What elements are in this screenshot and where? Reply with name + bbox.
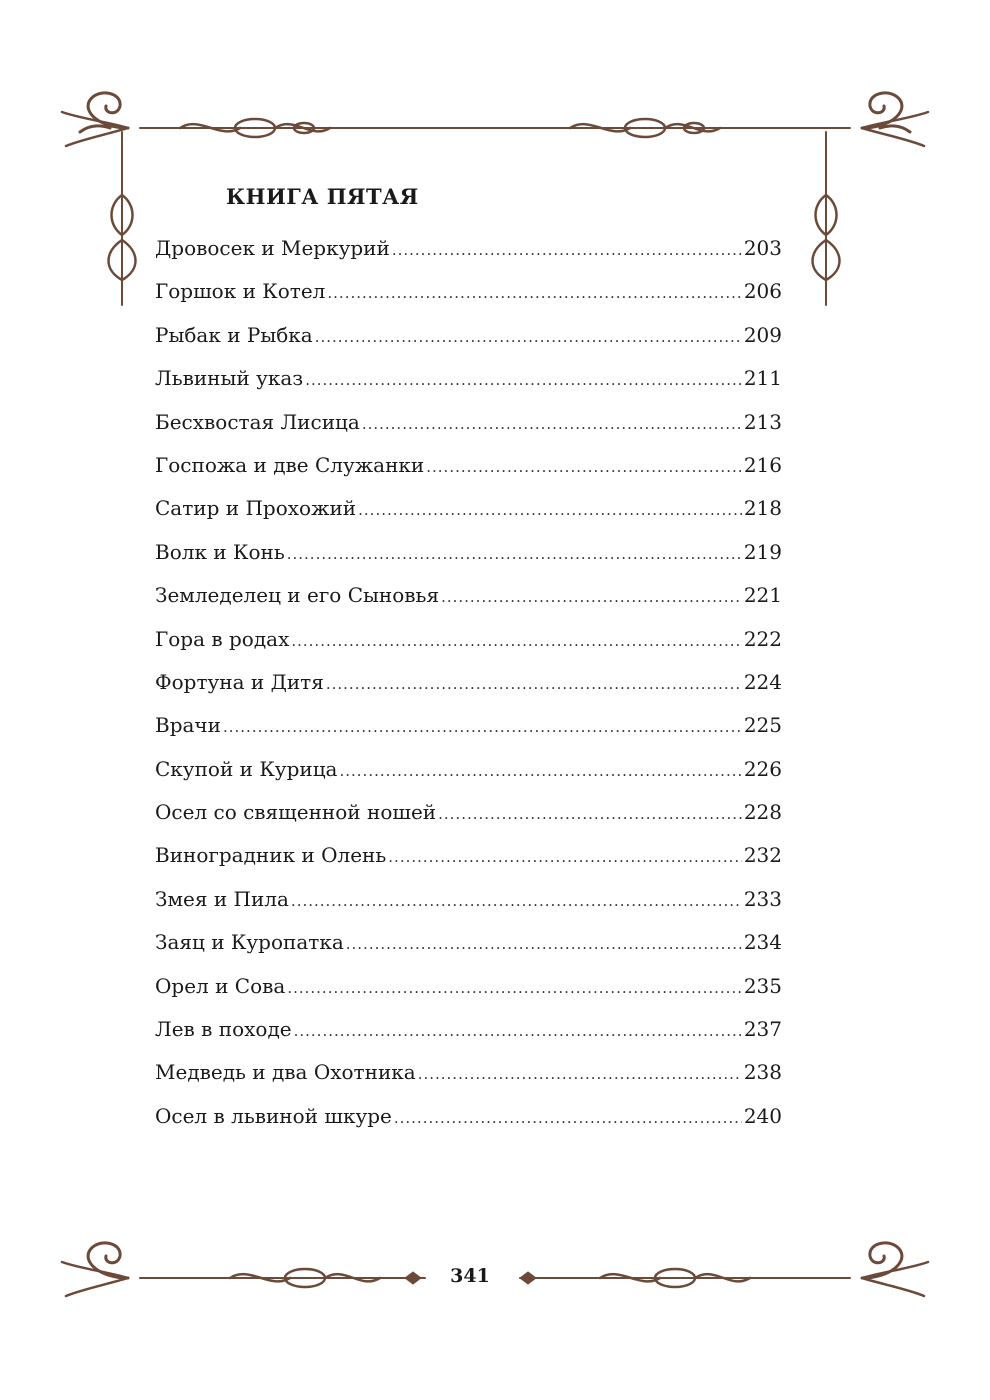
toc-entry-title: Виноградник и Олень <box>155 843 387 868</box>
toc-entry-page: 225 <box>743 713 782 738</box>
toc-entry-page: 219 <box>743 539 782 564</box>
toc-leader-dots <box>315 319 742 355</box>
toc-entry-title: Бесхвостая Лисица <box>155 409 360 434</box>
page-number: 341 <box>450 1265 490 1287</box>
toc-entry-page: 221 <box>743 583 782 608</box>
toc-entry-title: Гора в родах <box>155 626 290 651</box>
toc-entry-page: 238 <box>743 1060 782 1085</box>
toc-entry-page: 226 <box>743 756 782 781</box>
toc-entry-title: Львиный указ <box>155 366 304 391</box>
bottom-diamond-left <box>405 1272 421 1284</box>
toc-entry-title: Врачи <box>155 713 221 738</box>
toc-leader-dots <box>394 1100 742 1136</box>
toc-entry <box>155 404 782 447</box>
toc-entry-page: 224 <box>743 669 782 694</box>
toc-entry-title: Змея и Пила <box>155 886 289 911</box>
toc-leader-dots <box>346 926 742 962</box>
toc-leader-dots <box>223 709 742 745</box>
toc-leader-dots <box>326 666 742 702</box>
toc-entry-title: Скупой и Курица <box>155 756 338 781</box>
toc-entry-page: 209 <box>743 322 782 347</box>
toc-entry-page: 218 <box>743 496 782 521</box>
toc-entry <box>155 621 782 664</box>
toc-entry <box>155 924 782 967</box>
toc-leader-dots <box>426 449 742 485</box>
toc-entry-page: 211 <box>743 366 782 391</box>
toc-leader-dots <box>294 1013 742 1049</box>
toc-entry <box>155 534 782 577</box>
top-right-scroll-ornament <box>862 93 928 146</box>
toc-leader-dots <box>388 839 742 875</box>
toc-entry-title: Лев в походе <box>155 1017 292 1042</box>
toc-entry-page: 233 <box>743 886 782 911</box>
toc-entry-page: 228 <box>743 800 782 825</box>
toc-entry-title: Осел в львиной шкуре <box>155 1103 392 1128</box>
bottom-left-scroll-ornament <box>62 1243 128 1296</box>
toc-entry-title: Медведь и два Охотника <box>155 1060 416 1085</box>
table-of-contents <box>155 230 782 1141</box>
toc-leader-dots <box>291 623 741 659</box>
top-left-scroll-ornament <box>62 93 128 146</box>
toc-entry <box>155 707 782 750</box>
toc-entry <box>155 230 782 273</box>
toc-entry-title: Земледелец и его Сыновья <box>155 583 440 608</box>
toc-leader-dots <box>441 579 742 615</box>
toc-entry-page: 203 <box>743 236 782 260</box>
toc-entry <box>155 751 782 794</box>
toc-entry-page: 216 <box>743 452 782 477</box>
toc-entry <box>155 881 782 924</box>
toc-entry <box>155 968 782 1011</box>
toc-entry-page: 237 <box>743 1017 782 1042</box>
toc-entry-title: Волк и Конь <box>155 539 285 564</box>
bottom-diamond-right <box>520 1272 536 1284</box>
toc-entry <box>155 794 782 837</box>
toc-entry <box>155 490 782 533</box>
toc-leader-dots <box>358 492 742 528</box>
toc-entry <box>155 447 782 490</box>
toc-entry-title: Заяц и Куропатка <box>155 930 344 955</box>
toc-entry <box>155 577 782 620</box>
toc-entry-title: Горшок и Котел <box>155 279 326 304</box>
toc-leader-dots <box>291 883 742 919</box>
toc-entry-title: Орел и Сова <box>155 973 286 998</box>
bottom-right-scroll-ornament <box>862 1243 928 1296</box>
toc-entry-title: Осел со священной ношей <box>155 800 437 825</box>
toc-entry <box>155 317 782 360</box>
toc-leader-dots <box>305 362 742 398</box>
toc-entry <box>155 360 782 403</box>
toc-entry-title: Сатир и Прохожий <box>155 496 357 521</box>
toc-entry-title: Рыбак и Рыбка <box>155 322 313 347</box>
toc-entry-page: 240 <box>743 1103 782 1128</box>
toc-entry-page: 222 <box>743 626 782 651</box>
toc-entry <box>155 1011 782 1054</box>
toc-entry-page: 234 <box>743 930 782 955</box>
toc-entry <box>155 837 782 880</box>
toc-leader-dots <box>362 406 742 442</box>
toc-leader-dots <box>287 970 742 1006</box>
toc-entry-title: Дровосек и Меркурий <box>155 236 390 260</box>
toc-entry <box>155 1054 782 1097</box>
toc-leader-dots <box>287 536 742 572</box>
toc-entry-page: 232 <box>743 843 782 868</box>
toc-entry-page: 235 <box>743 973 782 998</box>
toc-entry-page: 213 <box>743 409 782 434</box>
toc-entry <box>155 1098 782 1141</box>
section-heading: КНИГА ПЯТАЯ <box>226 184 419 209</box>
toc-leader-dots <box>339 753 741 789</box>
toc-entry <box>155 664 782 707</box>
toc-leader-dots <box>418 1056 742 1092</box>
toc-entry <box>155 273 782 316</box>
toc-leader-dots <box>327 275 741 311</box>
toc-leader-dots <box>392 232 742 268</box>
toc-entry-page: 206 <box>743 279 782 304</box>
toc-entry-title: Госпожа и две Служанки <box>155 452 425 477</box>
toc-leader-dots <box>438 796 742 832</box>
toc-entry-title: Фортуна и Дитя <box>155 669 324 694</box>
